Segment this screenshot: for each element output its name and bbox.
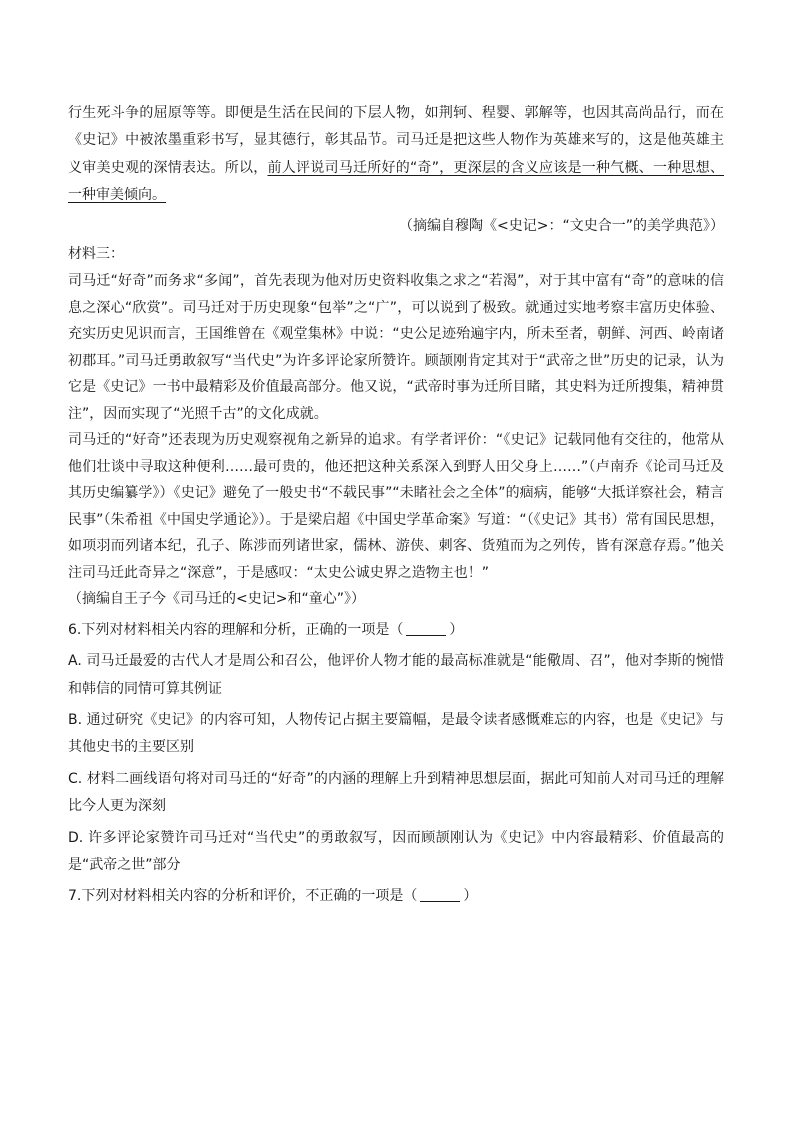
question-7-stem-close: ） [463, 888, 478, 905]
material2-paragraph [68, 100, 724, 209]
material2-lead-text: 行生死斗争的屈原等等。即便是生活在民间的下层人物，如荆轲、程婴、郭解等，也因其高尚品行，而在《史记》中被浓墨重彩书写，显其德行，彰其品节。司马迁是把这些人物作为英雄来写的，这是他英雄主义审美史观的深情表达。所以， [68, 105, 724, 176]
question-6-stem [68, 617, 724, 644]
material3-paragraph-2: 司马迁的“好奇”还表现为历史观察视角之新异的追求。有学者评价：“《史记》记载同他有交往的，他常从他们壮谈中寻取这种便利……最可贵的，他还把这种关系深入到野人田父身上……”（卢南乔《论司马迁及其历史编纂学》）《史记》避免了一般史书“不载民事”“未睹社会之全体”的痼病，能够“大抵详察社会，精言民事”（朱希祖《中国史学通论》）。于是梁启超《中国史学革命案》写道：“（《史记》其书）常有国民思想，如项羽而列诸本纪，孔子、陈涉而列诸世家，儒林、游侠、刺客、货殖而为之列传，皆有深意存焉。”他关注司马迁此奇异之“深意”，于是感叹：“太史公诚史界之造物主也！” [68, 432, 724, 581]
question-7-answer-blank [420, 887, 460, 902]
material2-underlined-sentence: 前人评说司马迁所好的“奇”，更深层的含义应该是一种气概、一种思想、一种审美倾向。 [68, 159, 724, 203]
question-7-stem-text: 7.下列对材料相关内容的分析和评价，不正确的一项是（ [68, 888, 418, 905]
question-6-answer-blank [406, 621, 446, 636]
material3-label: 材料三： [68, 246, 124, 263]
question-6-stem-text: 6.下列对材料相关内容的理解和分析，正确的一项是（ [68, 621, 404, 638]
material3-source: （摘编自王子今《司马迁的<史记>和“童心”》） [68, 591, 365, 608]
question-6-option-b: B. 通过研究《史记》的内容可知，人物传记占据主要篇幅，是最令读者感慨难忘的内容，也是《史记》与其他史书的主要区别 [68, 711, 724, 756]
material3-paragraph-1: 司马迁“好奇”而务求“多闻”，首先表现为他对历史资料收集之求之“若渴”，对于其中富有“奇”的意味的信息之深心“欣赏”。司马迁对于历史现象“包举”之“广”，可以说到了极致。就通过实地考察丰富历史体验、充实历史见识而言，王国维曾在《观堂集林》中说：“史公足迹殆遍宇内，所未至者，朝鲜、河西、岭南诸初郡耳。”司马迁勇敢叙写“当代史”为许多评论家所赞许。顾颉刚肯定其对于“武帝之世”历史的记录，认为它是《史记》一书中最精彩及价值最高部分。他又说，“武帝时事为迁所目睹，其史料为迁所搜集，精神贯注”，因而实现了“光照千古”的文化成就。 [68, 273, 724, 422]
document-body [68, 100, 724, 911]
question-6-stem-close: ） [449, 621, 464, 638]
question-6-option-d: D. 许多评论家赞许司马迁对“当代史”的勇敢叙写，因而顾颉刚认为《史记》中内容最精彩、价值最高的是“武帝之世”部分 [68, 829, 724, 873]
question-6-option-a: A. 司马迁最爱的古代人才是周公和召公，他评价人物才能的最高标准就是“能儆周、召”，他对李斯的惋惜和韩信的同情可算其例证 [68, 653, 724, 697]
question-7-stem [68, 883, 724, 910]
material2-source: （摘编自穆陶《<史记>：“文史合一”的美学典范》） [399, 218, 724, 235]
question-6-option-c: C. 材料二画线语句将对司马迁的“好奇”的内涵的理解上升到精神思想层面，据此可知前人对司马迁的理解比今人更为深刻 [68, 770, 724, 815]
